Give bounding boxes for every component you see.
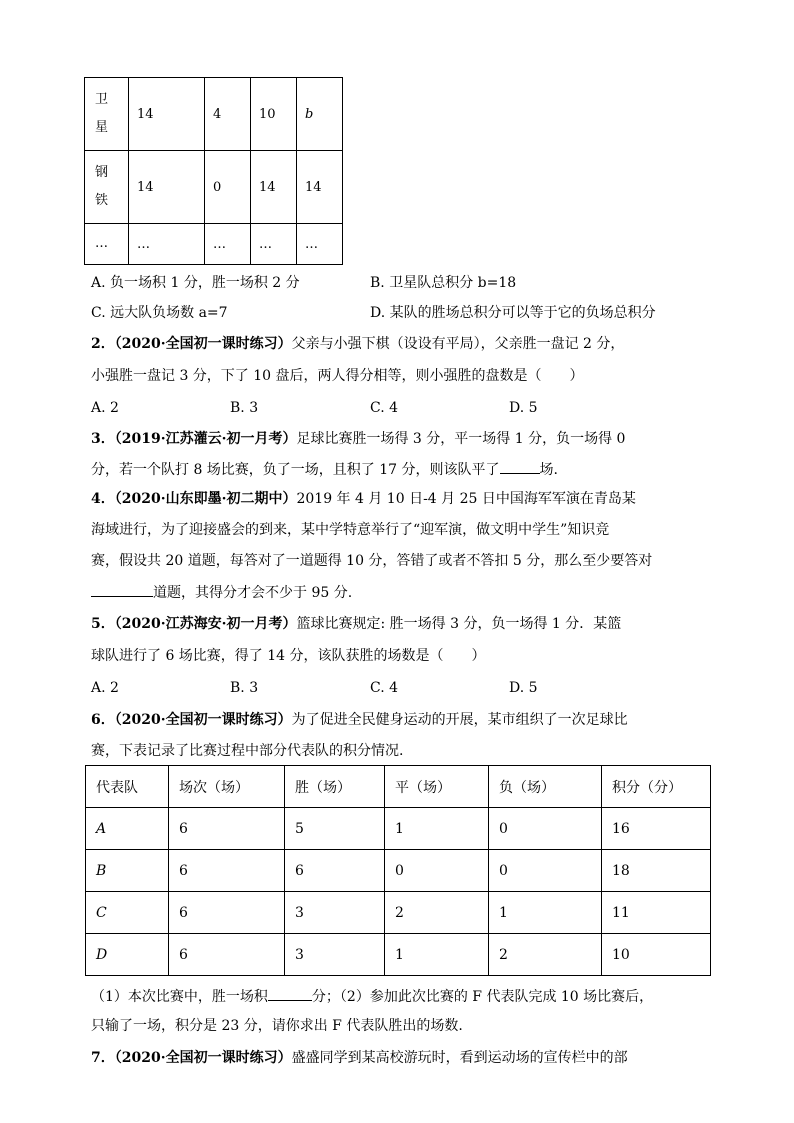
q2-option-b: B. 3 [230,400,259,416]
table-cell: 10 [602,934,711,976]
header-cell: 平（场） [385,766,489,808]
won-cell: 10 [251,78,297,151]
team-cell: D [86,934,169,976]
table-cell: 0 [385,850,489,892]
q6-line-1 [91,710,628,730]
table-cell: 6 [169,808,285,850]
q6-label: 6．（2020·全国初一课时练习） [91,712,292,728]
q5-line-1 [91,614,621,634]
q3-answer-blank[interactable] [500,459,540,474]
header-cell: 场次（场） [169,766,285,808]
q4-text-1: 2019 年 4 月 10 日-4 月 25 日中国海军军演在青岛某 [296,491,636,507]
header-cell: 代表队 [86,766,169,808]
q2-line-1 [91,334,624,354]
q3-text-1: 足球比赛胜一场得 3 分，平一场得 1 分，负一场得 0 [296,431,626,447]
table-row [85,151,343,224]
q6-line-2: 赛，下表记录了比赛过程中部分代表队的积分情况. [91,743,404,759]
table-row [85,78,343,151]
table-cell: 3 [285,934,385,976]
lost-cell: … [205,224,251,265]
q6-answer-blank[interactable] [268,986,312,1001]
table-cell: 16 [602,808,711,850]
score-table [85,765,711,976]
q3-text-2b: 场. [539,462,558,478]
table-header-row [86,766,711,808]
played-cell: 14 [129,151,205,224]
q5-option-c: C. 4 [370,680,399,696]
points-cell: b [297,78,343,151]
table-cell: 6 [285,850,385,892]
table-cell: 6 [169,850,285,892]
q5-text-1: 篮球比赛规定: 胜一场得 3 分，负一场得 1 分．某篮 [296,616,622,632]
q1-option-c: C. 远大队负场数 a=7 [91,305,228,321]
q3-text-2a: 分，若一个队打 8 场比赛，负了一场，且积了 17 分，则该队平了 [91,462,500,478]
table-cell: 1 [385,934,489,976]
played-cell: … [129,224,205,265]
table-row [86,808,711,850]
q2-option-d: D. 5 [509,400,538,416]
q6-sub1a: （1）本次比赛中，胜一场积 [91,989,268,1005]
table-row [86,850,711,892]
points-cell: 14 [297,151,343,224]
q4-line-1 [91,489,636,509]
q5-label: 5．（2020·江苏海安·初一月考） [91,616,297,632]
team-cell: A [86,808,169,850]
q5-option-d: D. 5 [509,680,538,696]
q4-label: 4．（2020·山东即墨·初二期中） [91,491,297,507]
q4-answer-blank[interactable] [91,582,153,597]
table-cell: 2 [489,934,602,976]
q4-line-3: 赛，假设共 20 道题，每答对了一道题得 10 分，答错了或者不答扣 5 分，那么至少要答对 [91,553,653,569]
table-row [85,224,343,265]
table-cell: 1 [489,892,602,934]
q2-option-a: A. 2 [91,400,119,416]
q2-text-1: 父亲与小强下棋（设设有平局），父亲胜一盘记 2 分， [291,336,625,352]
won-cell: … [251,224,297,265]
q5-option-b: B. 3 [230,680,259,696]
table-row [86,892,711,934]
q1-option-b: B. 卫星队总积分 b=18 [370,275,517,291]
header-cell: 胜（场） [285,766,385,808]
q7-text-1: 盛盛同学到某高校游玩时，看到运动场的宣传栏中的部 [291,1050,628,1066]
q3-line-1 [91,429,625,449]
table-cell: 5 [285,808,385,850]
table-cell: 6 [169,892,285,934]
table-row [86,934,711,976]
table-cell: 3 [285,892,385,934]
points-cell: … [297,224,343,265]
q6-text-1: 为了促进全民健身运动的开展，某市组织了一次足球比 [291,712,628,728]
q1-option-a: A. 负一场积 1 分，胜一场积 2 分 [91,275,300,291]
team-cell: 卫 星 [85,78,129,151]
q7-line-1 [91,1048,628,1068]
table-cell: 1 [385,808,489,850]
q3-label: 3．（2019·江苏灌云·初一月考） [91,431,297,447]
q4-line-2: 海域进行，为了迎接盛会的到来，某中学特意举行了“迎军演，做文明中学生”知识竞 [91,522,610,538]
header-cell: 积分（分） [602,766,711,808]
q6-sub1b: 分；（2）参加此次比赛的 F 代表队完成 10 场比赛后， [311,989,654,1005]
team-cell: 钢 铁 [85,151,129,224]
q5-line-2: 球队进行了 6 场比赛，得了 14 分，该队获胜的场数是（ ） [91,648,486,664]
q5-option-a: A. 2 [91,680,119,696]
table-cell: 2 [385,892,489,934]
header-cell: 负（场） [489,766,602,808]
table-cell: 0 [489,850,602,892]
won-cell: 14 [251,151,297,224]
q4-text-4: 道题，其得分才会不少于 95 分. [153,585,353,601]
team-cell: B [86,850,169,892]
q2-line-2: 小强胜一盘记 3 分，下了 10 盘后，两人得分相等，则小强胜的盘数是（ ） [91,368,584,384]
table-cell: 6 [169,934,285,976]
q3-line-2 [91,459,558,480]
played-cell: 14 [129,78,205,151]
standings-table-partial [84,77,343,265]
lost-cell: 0 [205,151,251,224]
q1-option-d: D. 某队的胜场总积分可以等于它的负场总积分 [370,305,656,321]
team-cell: … [85,224,129,265]
q2-option-c: C. 4 [370,400,399,416]
table-cell: 18 [602,850,711,892]
table-cell: 0 [489,808,602,850]
q6-sub-line-1 [91,986,653,1007]
lost-cell: 4 [205,78,251,151]
table-cell: 11 [602,892,711,934]
q4-line-4 [91,582,352,603]
team-cell: C [86,892,169,934]
q6-sub-line-2: 只输了一场，积分是 23 分，请你求出 F 代表队胜出的场数. [91,1018,463,1034]
q2-label: 2．（2020·全国初一课时练习） [91,336,292,352]
q7-label: 7．（2020·全国初一课时练习） [91,1050,292,1066]
